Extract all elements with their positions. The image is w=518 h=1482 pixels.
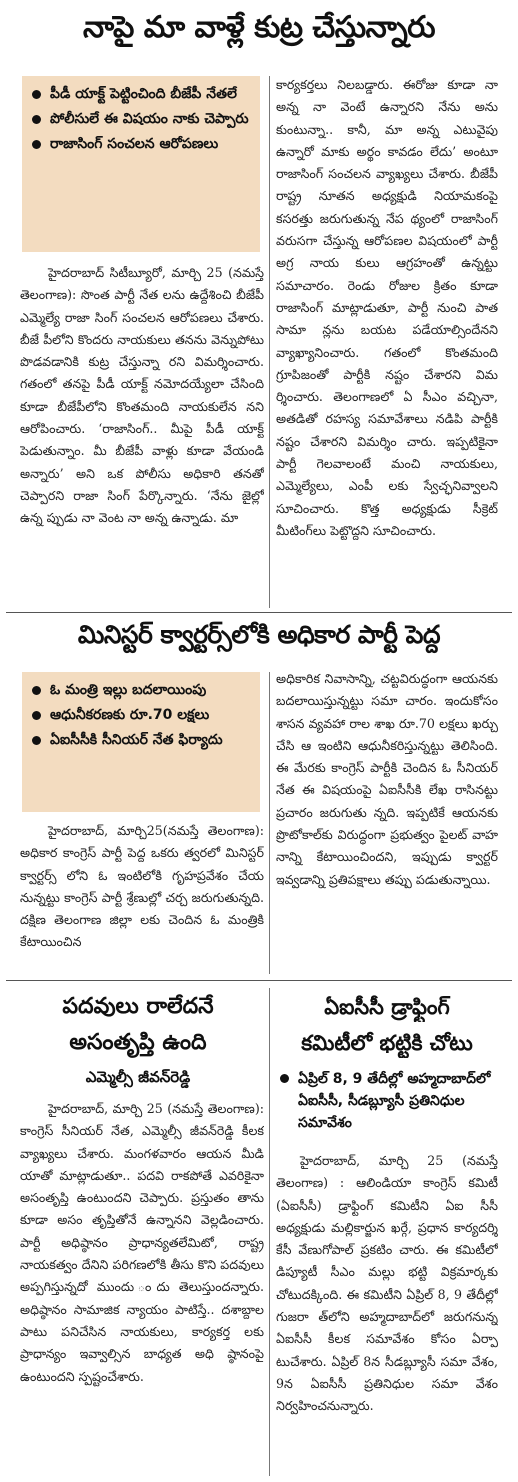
article2-highlight-item: ఆధునీకరణకు రూ.70 లక్షలు: [32, 705, 250, 726]
article4-headline-line1: ఏఐసీసీ డ్రాఫ్టింగ్: [324, 995, 450, 1019]
bullet-icon: [32, 736, 41, 745]
section-divider: [6, 980, 512, 981]
bullet-icon: [32, 686, 41, 695]
article1-highlight-item: రాజాసింగ్ సంచలన ఆరోపణలు: [32, 134, 250, 155]
article4-body: హైదరాబాద్, మార్చి 25 (నమస్తే తెలంగాణ) : ఆలిండియా కాంగ్రెస్ కమిటీ (ఏఐసీసీ) డ్రాఫ్టింగ్ కమిటీని ఏఐ సీసీ అధ్యక్షుడు మల్లికార్జున ఖర్గే, ప్రధాన కార్యదర్శి కేసీ వేణుగోపాల్ ప్రకటిం చారు. ఈ కమిటీలో డిప్యూటీ సీఎం మల్లు భట్టి విక్రమార్కకు చోటుదక్కింది. ఈ కమిటీని ఏప్రిల్ 8, 9 తేదీల్లో గుజరా త్‌లోని అహ్మదాబాద్‌లో జరుగనున్న ఏఐసీసీ కీలక సమావేశం కోసం ఏర్పా టుచేశారు. ఏప్రిల్ 8న సీడబ్ల్యూసీ సమా వేశం, 9న ఏఐసీసీ ప్రతినిధుల సమా వేశం నిర్వహించనున్నారు.: [276, 1153, 498, 1414]
article2-highlight-item: ఓ మంత్రి ఇల్లు బదలాయింపు: [32, 680, 250, 701]
article4-highlight: ఏప్రిల్ 8, 9 తేదీల్లో అహ్మదాబాద్‌లో ఏఐసీసీ, సీడబ్ల్యూసీ ప్రతినిధుల సమావేశం: [280, 1068, 516, 1134]
article2-highlight-list: [32, 680, 250, 751]
article3-body: హైదరాబాద్, మార్చి 25 (నమస్తే తెలంగాణ): కాంగ్రెస్ సీనియర్ నేత, ఎమ్మెల్సీ జీవన్‌రెడ్డి కీలక వ్యాఖ్యలు చేశారు. మంగళవారం ఆయన మీడి యాతో మాట్లాడుతూ.. పదవి రాకపోతే ఎవరికైనా అసంతృప్తి ఉంటుందని చెప్పారు. ప్రస్తుతం తాను కూడా అసం తృప్తితోనే ఉన్నానని వెల్లడించారు. పార్టీ అధిష్ఠానం ప్రాధాన్యతలేమిటో, రాష్ట్ర నాయకత్వం దేనిని పరిగణలోకి తీసు కొని పదవులు అప్పగిస్తున్నదో ముందు ందు తెలుస్తుందన్నారు. అధిష్ఠానం సామాజిక న్యాయం పాటిస్తే.. దశాబ్దాల పాటు పనిచేసిన నాయకులు, కార్యకర్త లకు ప్రాధాన్యం ఇవ్వాల్సిన బాధ్యత అధి ష్ఠానంపై ఉంటుందని స్పష్టంచేశారు.: [20, 1101, 264, 1384]
article2-highlight-box: [22, 672, 260, 812]
article1-highlight-box: [22, 76, 260, 252]
article2-headline: మినిస్టర్ క్వార్టర్స్‌లోకి అధికార పార్టీ పెద్ద: [77, 620, 441, 649]
bullet-icon: [280, 1074, 289, 1083]
column-divider: [269, 672, 270, 974]
bullet-icon: [32, 711, 41, 720]
bullet-icon: [32, 140, 41, 149]
article1-highlight-item: పీడీ యాక్ట్ పెట్టించింది బీజేపీ నేతలే: [32, 84, 250, 105]
article2-highlight-item: ఏఐసీసీకి సీనియర్ నేత ఫిర్యాదు: [32, 730, 250, 751]
article4-headline-line2: కమిటీలో భట్టికి చోటు: [301, 1031, 473, 1055]
section-divider: [6, 612, 512, 613]
bullet-icon: [32, 90, 41, 99]
column-divider: [269, 988, 270, 1476]
article1-highlight-item: పోలీసులే ఈ విషయం నాకు చెప్పారు: [32, 109, 250, 130]
article1-highlight-list: [32, 84, 250, 155]
article3-headline-line1: పదవులు రాలేదనే: [62, 994, 214, 1019]
article3-headline-line2: అసంతృప్తి ఉంది: [69, 1030, 207, 1055]
article1-headline: నాపై మా వాళ్లే కుట్ర చేస్తున్నారు: [83, 10, 435, 45]
article1-left-column: హైదరాబాద్ సిటీబ్యూరో, మార్చి 25 (నమస్తే తెలంగాణ): సొంత పార్టీ నేత లను ఉద్దేశించి బీజేపీ ఎమ్మెల్యే రాజా సింగ్ సంచలన ఆరోపణలు చేశారు. బీజే పీలోని కొందరు నాయకులు తనను వెన్నుపోటు పొడవడానికి కుట్ర చేస్తున్నా రని విమర్శించారు. గతంలో తనపై పీడీ యాక్ట్ నమోదయ్యేలా చేసింది కూడా బీజేపీలోని కొంతమంది నాయకులేన నని ఆరోపించారు. ‘రాజాసింగ్.. మీపై పీడీ యాక్ట్ పెడుతున్నాం. మీ బీజేపీ వాళ్లు కూడా వేయండి అన్నారు’ అని ఒక పోలీసు అధికారి తనతో చెప్పారని రాజా సింగ్ పేర్కొన్నారు. ‘నేను జైల్లో ఉన్న ప్పుడు నా వెంట నా అన్న ఉన్నాడు. మా: [20, 265, 264, 526]
article3-byline: ఎమ్మెల్సీ జీవన్‌రెడ్డి: [85, 1068, 191, 1086]
bullet-icon: [32, 115, 41, 124]
article2-right-column: అధికారిక నివాసాన్ని, చట్టవిరుద్ధంగా ఆయనకు బదలాయిస్తున్నట్టు సమా చారం. ఇందుకోసం శాసన వ్యవహా రాల శాఖ రూ.70 లక్షలు ఖర్చు చేసి ఆ ఇంటిని ఆధునీకరిస్తున్నట్టు తెలిసింది. ఈ మేరకు కాంగ్రెస్ పార్టీకి చెందిన ఓ సీనియర్ నేత ఈ విషయంపై ఏఐసీసీకి లేఖ రాసినట్టు ప్రచారం జరుగుతు న్నది. ఇప్పటికే ఆయనకు ప్రొటోకాల్‌కు విరుద్ధంగా ప్రభుత్వం పైలట్ వాహ నాన్ని కేటాయించిందని, ఇప్పుడు క్వార్టర్ ఇవ్వడాన్ని ప్రతిపక్షాలు తప్పు పడుతున్నాయి.: [276, 671, 498, 887]
article1-right-column: కార్యకర్తలు నిలబడ్డారు. ఈరోజు కూడా నా అన్న నా వెంటే ఉన్నారని నేను అను కుంటున్నా.. కానీ, మా అన్న ఎటువైపు ఉన్నారో మాకు అర్థం కావడం లేదు’ అంటూ రాజాసింగ్ సంచలన వ్యాఖ్యలు చేశారు. బీజేపీ రాష్ట్ర నూతన అధ్యక్షుడి నియామకంపై కసరత్తు జరుగుతున్న నేప థ్యంలో రాజాసింగ్ వరుసగా చేస్తున్న ఆరోపణల విషయంలో పార్టీ అగ్ర నాయ కులు ఆగ్రహంతో ఉన్నట్టు సమాచారం. రెండు రోజుల క్రితం కూడా రాజాసింగ్ మాట్లాడుతూ, పార్టీ నుంచి పాత సామా న్లను బయట పడేయాల్సిందేనని వ్యాఖ్యానించారు. గతంలో కొంతమంది గ్రూపిజంతో పార్టీకి నష్టం చేశారని విమ ర్శించారు. తెలంగాణలో ఏ సీఎం వచ్చినా, అతడితో రహస్య సమావేశాలు నడిపి పార్టీకి నష్టం చేశారని విమర్శిం చారు. ఇప్పటికైనా పార్టీ గెలవాలంటే మంచి నాయకులు, ఎమ్మెల్యేలు, ఎంపీ లకు స్వేచ్ఛనివ్వాలని సూచించారు. కొత్త అధ్యక్షుడు సీక్రెట్ మీటింగ్‌లు పెట్టొద్దని సూచించారు.: [276, 77, 498, 538]
article2-left-column: హైదరాబాద్, మార్చి25(నమస్తే తెలంగాణ): అధికార కాంగ్రెస్ పార్టీ పెద్ద ఒకరు త్వరలో మినిస్టర్ క్వార్టర్స్ లోని ఓ ఇంటిలోకి గృహప్రవేశం చేయ నున్నట్టు కాంగ్రెస్ పార్టీ శ్రేణుల్లో చర్చ జరుగుతున్నది. దక్షిణ తెలంగాణ జిల్లా లకు చెందిన ఓ మంత్రికి కేటాయించిన: [20, 823, 264, 950]
column-divider: [269, 76, 270, 608]
